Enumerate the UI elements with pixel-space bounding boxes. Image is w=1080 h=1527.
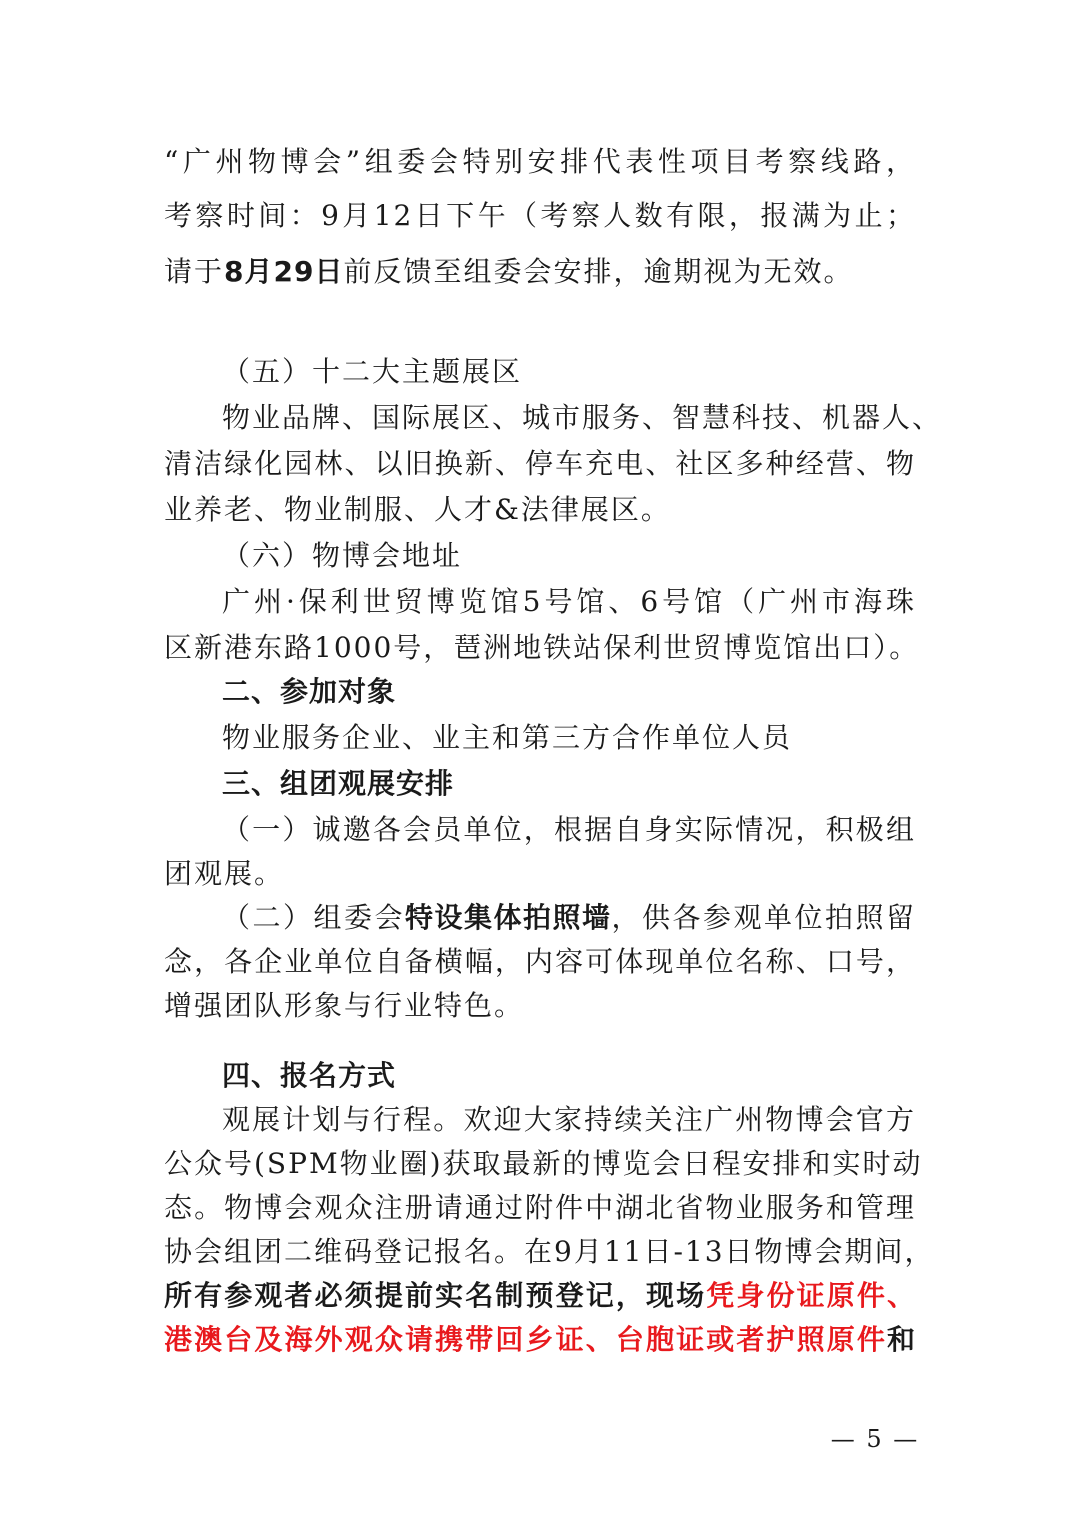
part-4-line-2: 公众号(SPM物业圈)获取最新的博览会日程安排和实时动 bbox=[164, 1147, 923, 1180]
part-4-line-6-end: 和 bbox=[886, 1323, 916, 1356]
section-6-heading: （六）物博会地址 bbox=[222, 539, 463, 572]
part-4-line-3: 态。物博会观众注册请通过附件中湖北省物业服务和管理 bbox=[164, 1191, 916, 1224]
part-4-line-6 bbox=[164, 1320, 916, 1360]
section-5-heading: （五）十二大主题展区 bbox=[222, 355, 523, 388]
item-2-end: ，供各参观单位拍照留 bbox=[611, 901, 916, 934]
item-2-start: （二）组委会 bbox=[222, 901, 405, 934]
part-4-line-5 bbox=[164, 1276, 916, 1316]
section-5-line-2: 清洁绿化园林、以旧换新、停车充电、社区多种经营、物 bbox=[164, 447, 916, 480]
part-4-line-1: 观展计划与行程。欢迎大家持续关注广州物博会官方 bbox=[222, 1103, 916, 1136]
part-2-heading: 二、参加对象 bbox=[222, 675, 397, 708]
feedback-deadline: 8月29日 bbox=[224, 255, 344, 288]
section-6-line-2: 区新港东路1000号，琶洲地铁站保利世贸博览馆出口）。 bbox=[164, 631, 920, 664]
part-4-heading: 四、报名方式 bbox=[222, 1059, 397, 1092]
part-3-item-1-line-2: 团观展。 bbox=[164, 857, 285, 890]
id-requirement-red: 凭身份证原件、 bbox=[706, 1279, 916, 1312]
part-2-line-1: 物业服务企业、业主和第三方合作单位人员 bbox=[222, 721, 793, 754]
part-3-item-2-line-1 bbox=[222, 898, 916, 938]
section-5-line-3: 业养老、物业制服、人才&法律展区。 bbox=[164, 493, 671, 526]
part-3-item-2-line-2: 念，各企业单位自备横幅，内容可体现单位名称、口号， bbox=[164, 945, 916, 978]
photo-wall-highlight: 特设集体拍照墙 bbox=[405, 901, 612, 934]
overseas-requirement-red: 港澳台及海外观众请携带回乡证、台胞证或者护照原件 bbox=[164, 1323, 887, 1356]
part-3-item-1-line-1: （一）诚邀各会员单位，根据自身实际情况，积极组 bbox=[222, 813, 916, 846]
section-5-line-1: 物业品牌、国际展区、城市服务、智慧科技、机器人、 bbox=[222, 401, 943, 434]
part-4-line-4: 协会组团二维码登记报名。在9月11日-13日物博会期间， bbox=[164, 1235, 935, 1268]
page-number: — 5 — bbox=[830, 1425, 920, 1453]
intro-line-3-start: 请于 bbox=[164, 255, 225, 288]
intro-line-1: “广州物博会”组委会特别安排代表性项目考察线路， bbox=[164, 145, 916, 178]
part-3-heading: 三、组团观展安排 bbox=[222, 767, 455, 800]
intro-line-3 bbox=[164, 252, 916, 292]
intro-line-3-end: 前反馈至组委会安排，逾期视为无效。 bbox=[343, 255, 854, 288]
part-3-item-2-line-3: 增强团队形象与行业特色。 bbox=[164, 989, 525, 1022]
intro-line-2: 考察时间：9月12日下午（考察人数有限，报满为止； bbox=[164, 199, 916, 232]
section-6-line-1: 广州·保利世贸博览馆5号馆、6号馆（广州市海珠 bbox=[222, 585, 916, 618]
pre-registration-notice: 所有参观者必须提前实名制预登记，现场 bbox=[164, 1279, 707, 1312]
